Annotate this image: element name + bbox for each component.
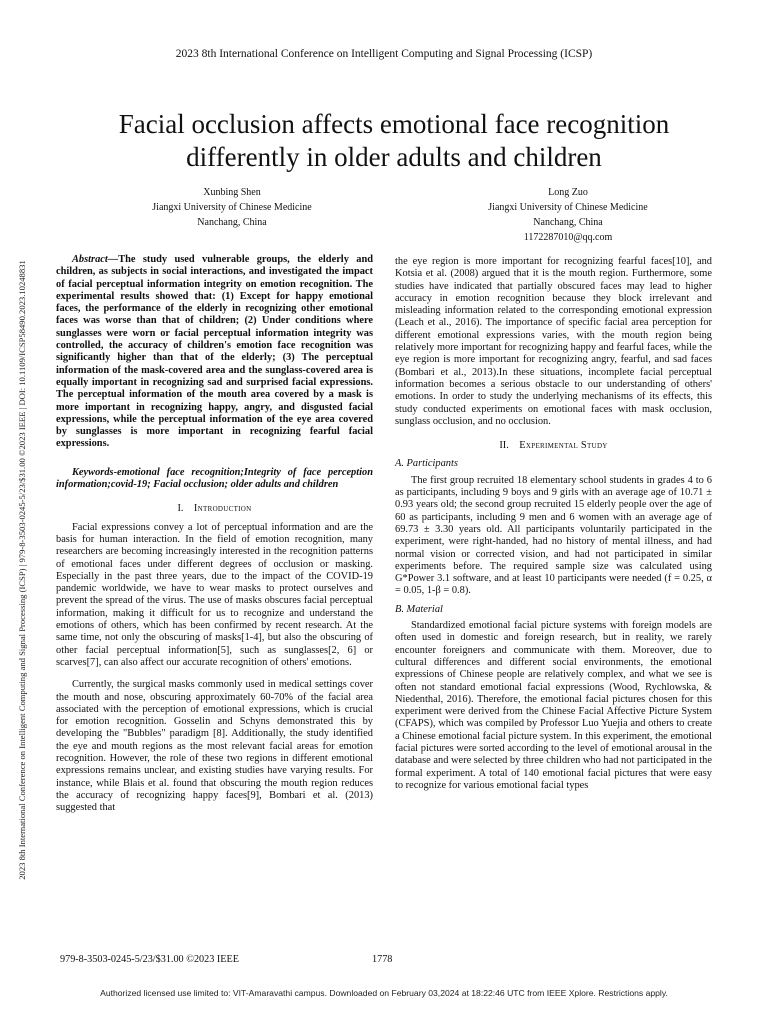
- conference-header: 2023 8th International Conference on Intelligent Computing and Signal Processing (ICSP): [175, 48, 593, 60]
- page-number: 1778: [372, 954, 393, 965]
- section-number: I.: [177, 503, 184, 515]
- author-affiliation: Jiangxi University of Chinese Medicine: [488, 202, 648, 213]
- section-number: II.: [499, 440, 509, 452]
- section-heading-introduction: [56, 503, 373, 515]
- section-heading-experimental-study: [395, 440, 712, 452]
- continued-paragraph: the eye region is more important for recognizing fearful faces[10], and Kotsia et al. (2008) argued that it is the mouth region. Furthermore, some studies have indicated that partially obscured faces may lead to higher accuracy in emotion recognition because they block irrelevant and misleading information related to the corresponding emotional expression (Leach et al., 2016). The importance of specific facial area perception for different emotional expressions varies, with the mouth region being relatively more important for recognizing happy and fearful faces, while the eye region is more important for recognizing angry, fearful, and sad faces (Bombari et al., 2013).In these situations, incomplete facial perceptual information becomes a serious obstacle to our understanding of others' emotions. In order to study the underlying mechanisms of its effects, this study conducted experiments on emotional faces with mask occlusion, sunglass occlusion, and no occlusion.: [395, 256, 712, 427]
- author-name: Long Zuo: [548, 187, 588, 198]
- section-title: Experimental Study: [519, 440, 608, 452]
- subsection-heading-material: B. Material: [395, 603, 443, 615]
- author-block-2: [418, 185, 718, 245]
- material-paragraph: Standardized emotional facial picture systems with foreign models are often used in domestic and foreign research, but in reality, we rarely encounter foreigners and communicate with them. Moreover, due to cultural differences and different social environments, the emotional expressions of Chinese people are relatively complex, and what we see is often not standard emotional facial expressions (Wood, Rychlowska, & Niedenthal, 2016). Therefore, the emotional facial pictures chosen for this experiment were derived from the Chinese Facial Affective Picture System (CFAPS), which was compiled by Professor Luo Yuejia and others to create a Chinese emotional facial picture system. In this experiment, the emotional facial pictures were sorted according to the level of emotional arousal in the database and were selected by three children who had not participated in the formal experiment. A total of 140 emotional facial pictures that were easy to recognize for various emotional facial types: [395, 620, 712, 791]
- keywords: Keywords-emotional face recognition;Integrity of face perception information;covid-19; Facial occlusion; older adults and children: [56, 466, 373, 491]
- right-column: [395, 256, 712, 792]
- license-notice: Authorized licensed use limited to: VIT-Amaravathi campus. Downloaded on February 03,2024 at 18:22:46 UTC from IEEE Xplore. Restrictions apply.: [100, 988, 668, 998]
- author-location: Nanchang, China: [533, 217, 603, 228]
- section-title: Introduction: [193, 503, 252, 515]
- abstract-label: Abstract—: [72, 254, 119, 265]
- paper-title: Facial occlusion affects emotional face recognition differently in older adults and children: [118, 109, 670, 172]
- author-email: 1172287010@qq.com: [523, 232, 613, 243]
- left-column: [56, 254, 373, 814]
- intro-paragraph-1: Facial expressions convey a lot of perceptual information and are the basis for human interaction. In the field of emotion recognition, many researchers are becoming increasingly interested in the recognition patterns of emotional faces under different degrees of occlusion or masking. Especially in the past three years, due to the impact of the COVID-19 pandemic worldwide, we have to wear masks to protect ourselves and prevent the spread of the virus. The use of masks obscures facial perceptual information, making it difficult for us to recognize and understand the emotions of others, which has been confirmed by recent research. At the same time, not only the obscuring of masks[1-4], but also the obscuring of other facial perceptual information[5], such as sunglasses[2, 6] or scarves[7], can also affect our accurate recognition of others' emotions.: [56, 521, 373, 668]
- intro-paragraph-2: Currently, the surgical masks commonly used in medical settings cover the mouth and nose, obscuring approximately 60-70% of the facial area associated with the perception of emotional expressions, which is crucial for emotion recognition. Gosselin and Schyns demonstrated this by developing the "Bubbles" paradigm [8]. Additionally, the study identified the eye and mouth regions as the most relevant facial areas for emotion recognition. However, the role of these two regions in different emotional expressions remains unclear, and existing studies have varying results. For instance, while Blais et al. found that obscuring the mouth region reduces the accuracy of recognizing happy faces[9], Bombari et al. (2013) suggested that: [56, 679, 373, 814]
- subsection-heading-participants: A. Participants: [395, 458, 458, 470]
- author-name: Xunbing Shen: [203, 187, 261, 198]
- author-affiliation: Jiangxi University of Chinese Medicine: [152, 202, 312, 213]
- participants-paragraph: The first group recruited 18 elementary school students in grades 4 to 6 as participants, including 9 boys and 9 girls with an average age of 10.71 ± 0.93 years old; the second group recruited 15 elderly people over the age of 60 as participants, including 9 men and 6 women with an average age of 69.73 ± 3.30 years old. All participants voluntarily participated in the experiment, were right-handed, had no history of mental illness, and had normal vision or corrected vision, and had not participated in similar experiments before. The required sample size was calculated using G*Power 3.1 software, and at least 10 participants were needed (f = 0.25, α = 0.05, 1-β = 0.8).: [395, 474, 712, 597]
- author-block-1: [82, 185, 382, 230]
- abstract: [56, 254, 373, 451]
- footer-isbn: 979-8-3503-0245-5/23/$31.00 ©2023 IEEE: [60, 954, 239, 965]
- side-margin-citation: 2023 8th International Conference on Intelligent Computing and Signal Processing (ICSP) | 979-8-3503-0245-5/23/$31.00 ©2023 IEEE | DOI: 10.1109/ICSP58490.2023.10248831: [17, 260, 27, 880]
- author-location: Nanchang, China: [197, 217, 267, 228]
- abstract-text: The study used vulnerable groups, the elderly and children, as subjects in social interactions, and investigated the impact of facial perceptual information integrity on emotion recognition. The experimental results showed that: (1) Except for happy emotional faces, the performance of the elderly in recognizing other emotional faces was worse than that of children; (2) Under conditions where sunglasses were worn or facial perceptual information integrity was controlled, the accuracy of children's emotion face recognition was significantly higher than that of the elderly; (3) The perceptual information of the mask-covered area and the sunglass-covered area is equally important in recognizing sad and surprised facial expressions. The perceptual information of the mouth area covered by a mask is more important in recognizing happy, angry, and disgusted facial expressions, while the perceptual information of the eye area covered by sunglasses is more important in recognizing fearful facial expressions.: [56, 254, 373, 450]
